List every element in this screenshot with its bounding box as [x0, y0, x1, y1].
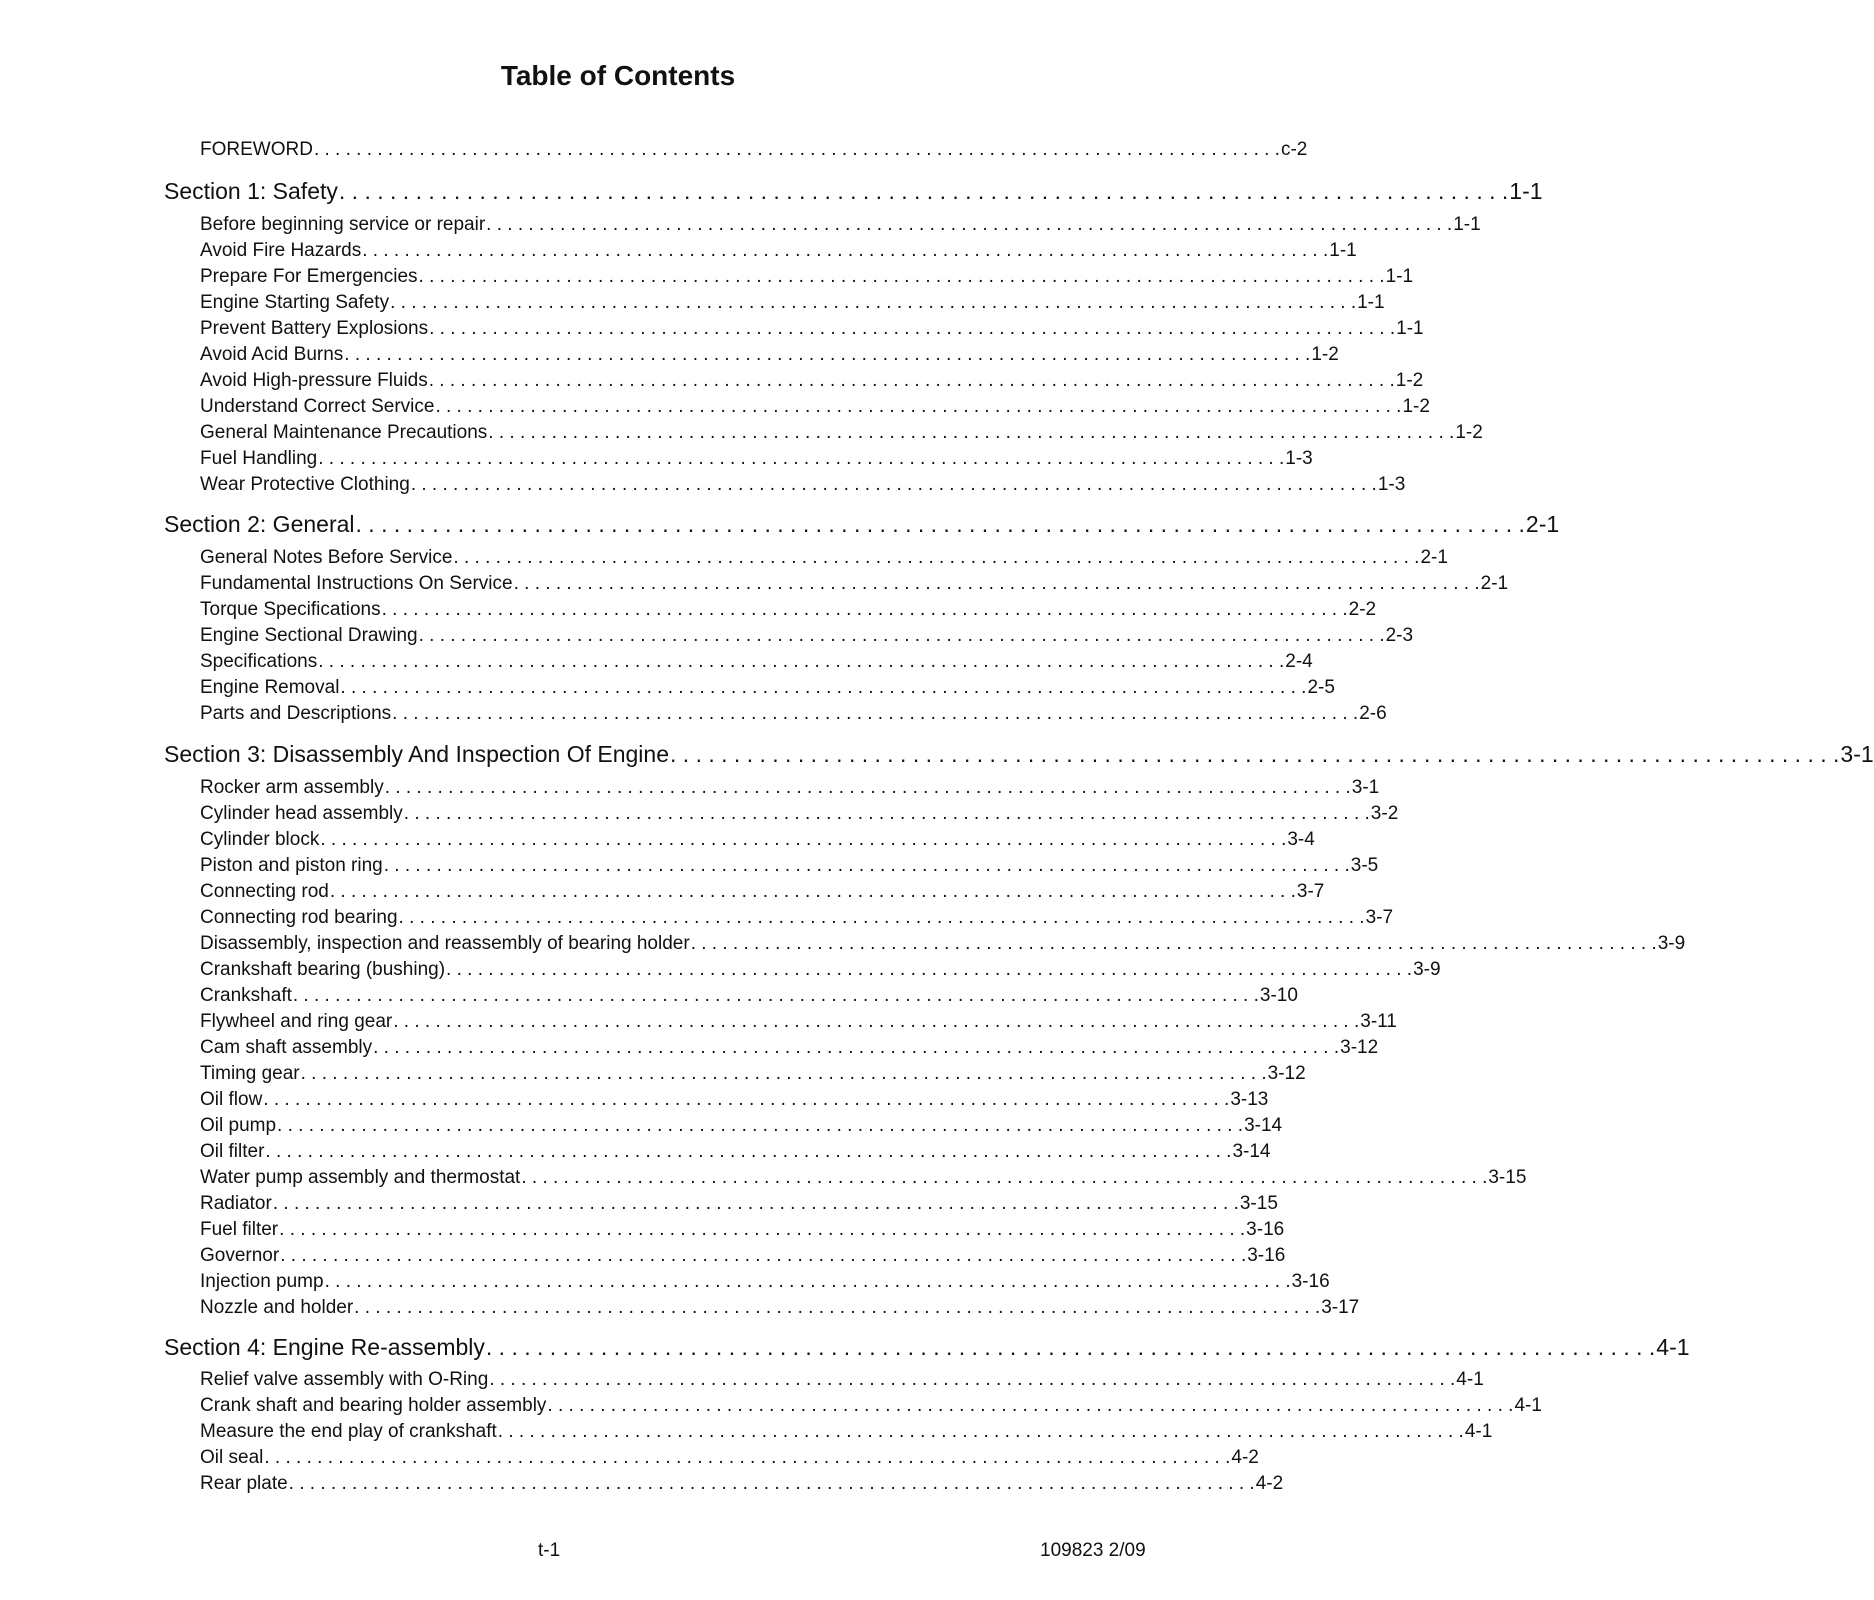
toc-page-number: 2-2 [1348, 599, 1377, 620]
toc-entry-title: Oil seal [200, 1447, 264, 1468]
toc-page-number: 3-9 [1413, 959, 1441, 980]
toc-entry-title: Cylinder block [200, 829, 320, 850]
toc-page-number: c-2 [1280, 139, 1308, 160]
toc-page-number: 3-13 [1230, 1089, 1269, 1110]
toc-entry-title: Rocker arm assembly [200, 777, 384, 798]
toc-entry-row [200, 1062, 1306, 1086]
toc-leader-dots: . . . . . . . . . . . . . . . . . . . . . . . . . . . . . . . . . . . . . . . . . . . . . . . . . . . . . . . . . . . . . . . . . . . . . . . . . . . . . . . . . . . . . . . . . . . . [263, 1089, 1230, 1110]
toc-page-number: 3-10 [1259, 985, 1298, 1006]
toc-entry-row [200, 1036, 1379, 1060]
toc-entry-row [200, 1010, 1397, 1034]
toc-entry-row [200, 1368, 1484, 1392]
toc-entry-row [200, 702, 1387, 726]
toc-entry-title: Avoid Acid Burns [200, 344, 344, 365]
toc-page-number: 3-9 [1657, 933, 1686, 954]
toc-section-row [164, 739, 1874, 769]
toc-entry-title: Connecting rod [200, 881, 329, 902]
toc-entry-row [200, 421, 1483, 445]
toc-entry-title: Piston and piston ring [200, 855, 383, 876]
toc-page-number: 2-1 [1420, 547, 1448, 568]
toc-page-number: 3-14 [1232, 1141, 1271, 1162]
toc-page-number: 1-1 [1385, 266, 1414, 287]
toc-leader-dots: . . . . . . . . . . . . . . . . . . . . . . . . . . . . . . . . . . . . . . . . . . . . . . . . . . . . . . . . . . . . . . . . . . . . . . . . . . . . . . . . . . . . . . . . . . . . [485, 1334, 1656, 1360]
footer-document-id: 109823 2/09 [1040, 1540, 1146, 1561]
toc-entry-title: Crankshaft bearing (bushing) [200, 959, 446, 980]
toc-page-number: 3-1 [1351, 777, 1380, 798]
toc-page-number: 1-1 [1509, 178, 1543, 204]
toc-entry-title: Engine Removal [200, 677, 340, 698]
toc-page-number: 4-1 [1656, 1334, 1690, 1360]
toc-entry-row [200, 828, 1315, 852]
toc-entry-title: Cylinder head assembly [200, 803, 403, 824]
toc-entry-title: Fundamental Instructions On Service [200, 573, 513, 594]
toc-page-number: 3-12 [1267, 1063, 1306, 1084]
toc-entry-row [200, 546, 1448, 570]
toc-entry-row [200, 984, 1298, 1008]
toc-leader-dots: . . . . . . . . . . . . . . . . . . . . . . . . . . . . . . . . . . . . . . . . . . . . . . . . . . . . . . . . . . . . . . . . . . . . . . . . . . . . . . . . . . . . . . . . . . . . [398, 907, 1365, 928]
toc-entry-title: Nozzle and holder [200, 1297, 354, 1318]
toc-entry-title: Rear plate [200, 1473, 288, 1494]
toc-entry-title: Connecting rod bearing [200, 907, 398, 928]
toc-leader-dots: . . . . . . . . . . . . . . . . . . . . . . . . . . . . . . . . . . . . . . . . . . . . . . . . . . . . . . . . . . . . . . . . . . . . . . . . . . . . . . . . . . . . . . . . . . . . [513, 573, 1480, 594]
toc-leader-dots: . . . . . . . . . . . . . . . . . . . . . . . . . . . . . . . . . . . . . . . . . . . . . . . . . . . . . . . . . . . . . . . . . . . . . . . . . . . . . . . . . . . . . . . . . . . . [318, 448, 1285, 469]
toc-entry-title: Oil filter [200, 1141, 265, 1162]
toc-page-number: 4-2 [1231, 1447, 1259, 1468]
toc-entry-title: Flywheel and ring gear [200, 1011, 393, 1032]
toc-page-number: 3-2 [1370, 803, 1399, 824]
page-title: Table of Contents [500, 60, 736, 91]
toc-entry-row [200, 854, 1379, 878]
toc-entry-row [200, 369, 1424, 393]
toc-page-number: 3-15 [1488, 1167, 1527, 1188]
toc-leader-dots: . . . . . . . . . . . . . . . . . . . . . . . . . . . . . . . . . . . . . . . . . . . . . . . . . . . . . . . . . . . . . . . . . . . . . . . . . . . . . . . . . . . . . . . . . . . . [362, 240, 1329, 261]
toc-leader-dots: . . . . . . . . . . . . . . . . . . . . . . . . . . . . . . . . . . . . . . . . . . . . . . . . . . . . . . . . . . . . . . . . . . . . . . . . . . . . . . . . . . . . . . . . . . . . [392, 703, 1359, 724]
toc-page-number: 3-4 [1287, 829, 1315, 850]
toc-entry-title: Fuel filter [200, 1219, 279, 1240]
toc-page-number: 4-1 [1464, 1421, 1493, 1442]
toc-entry-row [200, 1218, 1285, 1242]
toc-leader-dots: . . . . . . . . . . . . . . . . . . . . . . . . . . . . . . . . . . . . . . . . . . . . . . . . . . . . . . . . . . . . . . . . . . . . . . . . . . . . . . . . . . . . . . . . . . . . [313, 139, 1280, 160]
toc-entry-row [200, 265, 1414, 289]
toc-leader-dots: . . . . . . . . . . . . . . . . . . . . . . . . . . . . . . . . . . . . . . . . . . . . . . . . . . . . . . . . . . . . . . . . . . . . . . . . . . . . . . . . . . . . . . . . . . . . [393, 1011, 1360, 1032]
toc-leader-dots: . . . . . . . . . . . . . . . . . . . . . . . . . . . . . . . . . . . . . . . . . . . . . . . . . . . . . . . . . . . . . . . . . . . . . . . . . . . . . . . . . . . . . . . . . . . . [418, 625, 1385, 646]
toc-page-number: 3-12 [1340, 1037, 1379, 1058]
toc-page-number: 3-17 [1321, 1297, 1360, 1318]
toc-section-title: Section 1: Safety [164, 178, 338, 204]
toc-page-number: 3-7 [1365, 907, 1394, 928]
toc-leader-dots: . . . . . . . . . . . . . . . . . . . . . . . . . . . . . . . . . . . . . . . . . . . . . . . . . . . . . . . . . . . . . . . . . . . . . . . . . . . . . . . . . . . . . . . . . . . . [355, 511, 1525, 537]
toc-entry-title: Before beginning service or repair [200, 214, 486, 235]
toc-leader-dots: . . . . . . . . . . . . . . . . . . . . . . . . . . . . . . . . . . . . . . . . . . . . . . . . . . . . . . . . . . . . . . . . . . . . . . . . . . . . . . . . . . . . . . . . . . . . [318, 651, 1285, 672]
toc-entry-row [200, 906, 1394, 930]
toc-entry-row [200, 1420, 1493, 1444]
toc-leader-dots: . . . . . . . . . . . . . . . . . . . . . . . . . . . . . . . . . . . . . . . . . . . . . . . . . . . . . . . . . . . . . . . . . . . . . . . . . . . . . . . . . . . . . . . . . . . . [277, 1115, 1244, 1136]
toc-section-title: Section 3: Disassembly And Inspection Of Engine [164, 741, 670, 767]
toc-entry-row [200, 239, 1357, 263]
toc-entry-row [200, 343, 1339, 367]
toc-page-number: 3-15 [1239, 1193, 1278, 1214]
toc-page-number: 1-1 [1396, 318, 1424, 339]
toc-leader-dots: . . . . . . . . . . . . . . . . . . . . . . . . . . . . . . . . . . . . . . . . . . . . . . . . . . . . . . . . . . . . . . . . . . . . . . . . . . . . . . . . . . . . . . . . . . . . [435, 396, 1402, 417]
toc-page-number: 1-3 [1377, 474, 1406, 495]
toc-leader-dots: . . . . . . . . . . . . . . . . . . . . . . . . . . . . . . . . . . . . . . . . . . . . . . . . . . . . . . . . . . . . . . . . . . . . . . . . . . . . . . . . . . . . . . . . . . . . [354, 1297, 1321, 1318]
toc-entry-title: Avoid Fire Hazards [200, 240, 362, 261]
toc-leader-dots: . . . . . . . . . . . . . . . . . . . . . . . . . . . . . . . . . . . . . . . . . . . . . . . . . . . . . . . . . . . . . . . . . . . . . . . . . . . . . . . . . . . . . . . . . . . . [288, 1473, 1255, 1494]
toc-leader-dots: . . . . . . . . . . . . . . . . . . . . . . . . . . . . . . . . . . . . . . . . . . . . . . . . . . . . . . . . . . . . . . . . . . . . . . . . . . . . . . . . . . . . . . . . . . . . [521, 1167, 1488, 1188]
toc-leader-dots: . . . . . . . . . . . . . . . . . . . . . . . . . . . . . . . . . . . . . . . . . . . . . . . . . . . . . . . . . . . . . . . . . . . . . . . . . . . . . . . . . . . . . . . . . . . . [429, 318, 1396, 339]
toc-leader-dots: . . . . . . . . . . . . . . . . . . . . . . . . . . . . . . . . . . . . . . . . . . . . . . . . . . . . . . . . . . . . . . . . . . . . . . . . . . . . . . . . . . . . . . . . . . . . [344, 344, 1311, 365]
toc-leader-dots: . . . . . . . . . . . . . . . . . . . . . . . . . . . . . . . . . . . . . . . . . . . . . . . . . . . . . . . . . . . . . . . . . . . . . . . . . . . . . . . . . . . . . . . . . . . . [453, 547, 1420, 568]
toc-entry-title: Prevent Battery Explosions [200, 318, 429, 339]
toc-leader-dots: . . . . . . . . . . . . . . . . . . . . . . . . . . . . . . . . . . . . . . . . . . . . . . . . . . . . . . . . . . . . . . . . . . . . . . . . . . . . . . . . . . . . . . . . . . . . [292, 985, 1259, 1006]
toc-entry-row [200, 138, 1308, 162]
toc-leader-dots: . . . . . . . . . . . . . . . . . . . . . . . . . . . . . . . . . . . . . . . . . . . . . . . . . . . . . . . . . . . . . . . . . . . . . . . . . . . . . . . . . . . . . . . . . . . . [497, 1421, 1464, 1442]
toc-page-number: 1-2 [1311, 344, 1339, 365]
toc-entry-row [200, 1270, 1330, 1294]
toc-entry-row [200, 213, 1481, 237]
toc-leader-dots: . . . . . . . . . . . . . . . . . . . . . . . . . . . . . . . . . . . . . . . . . . . . . . . . . . . . . . . . . . . . . . . . . . . . . . . . . . . . . . . . . . . . . . . . . . . . [338, 178, 1509, 204]
toc-page-number: 4-2 [1255, 1473, 1284, 1494]
toc-page-number: 2-5 [1307, 677, 1335, 698]
toc-entry-row [200, 1166, 1527, 1190]
toc-leader-dots: . . . . . . . . . . . . . . . . . . . . . . . . . . . . . . . . . . . . . . . . . . . . . . . . . . . . . . . . . . . . . . . . . . . . . . . . . . . . . . . . . . . . . . . . . . . . [390, 292, 1357, 313]
toc-page-number: 2-1 [1480, 573, 1509, 594]
toc-entry-title: Engine Starting Safety [200, 292, 390, 313]
toc-entry-row [200, 1114, 1283, 1138]
toc-page-number: 2-1 [1525, 511, 1560, 537]
toc-leader-dots: . . . . . . . . . . . . . . . . . . . . . . . . . . . . . . . . . . . . . . . . . . . . . . . . . . . . . . . . . . . . . . . . . . . . . . . . . . . . . . . . . . . . . . . . . . . . [340, 677, 1307, 698]
toc-entry-row [200, 1244, 1286, 1268]
toc-entry-row [200, 1088, 1269, 1112]
toc-entry-title: Understand Correct Service [200, 396, 435, 417]
toc-entry-row [200, 1446, 1259, 1470]
toc-entry-title: Oil pump [200, 1115, 277, 1136]
toc-section-title: Section 4: Engine Re-assembly [164, 1334, 485, 1360]
toc-leader-dots: . . . . . . . . . . . . . . . . . . . . . . . . . . . . . . . . . . . . . . . . . . . . . . . . . . . . . . . . . . . . . . . . . . . . . . . . . . . . . . . . . . . . . . . . . . . . [383, 855, 1350, 876]
toc-leader-dots: . . . . . . . . . . . . . . . . . . . . . . . . . . . . . . . . . . . . . . . . . . . . . . . . . . . . . . . . . . . . . . . . . . . . . . . . . . . . . . . . . . . . . . . . . . . . [690, 933, 1657, 954]
toc-entry-row [200, 932, 1686, 956]
toc-entry-row [200, 317, 1424, 341]
toc-section-title: Section 2: General [164, 511, 355, 537]
toc-leader-dots: . . . . . . . . . . . . . . . . . . . . . . . . . . . . . . . . . . . . . . . . . . . . . . . . . . . . . . . . . . . . . . . . . . . . . . . . . . . . . . . . . . . . . . . . . . . . [384, 777, 1351, 798]
toc-page-number: 3-16 [1247, 1245, 1286, 1266]
toc-page-number: 1-2 [1402, 396, 1430, 417]
toc-entry-row [200, 624, 1414, 648]
toc-leader-dots: . . . . . . . . . . . . . . . . . . . . . . . . . . . . . . . . . . . . . . . . . . . . . . . . . . . . . . . . . . . . . . . . . . . . . . . . . . . . . . . . . . . . . . . . . . . . [265, 1141, 1232, 1162]
toc-entry-row [200, 1296, 1360, 1320]
toc-page-number: 3-7 [1296, 881, 1325, 902]
toc-leader-dots: . . . . . . . . . . . . . . . . . . . . . . . . . . . . . . . . . . . . . . . . . . . . . . . . . . . . . . . . . . . . . . . . . . . . . . . . . . . . . . . . . . . . . . . . . . . . [324, 1271, 1291, 1292]
toc-entry-row [200, 395, 1430, 419]
toc-leader-dots: . . . . . . . . . . . . . . . . . . . . . . . . . . . . . . . . . . . . . . . . . . . . . . . . . . . . . . . . . . . . . . . . . . . . . . . . . . . . . . . . . . . . . . . . . . . . [446, 959, 1413, 980]
toc-entry-row [200, 1192, 1278, 1216]
toc-entry-title: Radiator [200, 1193, 272, 1214]
toc-leader-dots: . . . . . . . . . . . . . . . . . . . . . . . . . . . . . . . . . . . . . . . . . . . . . . . . . . . . . . . . . . . . . . . . . . . . . . . . . . . . . . . . . . . . . . . . . . . . [486, 214, 1453, 235]
toc-leader-dots: . . . . . . . . . . . . . . . . . . . . . . . . . . . . . . . . . . . . . . . . . . . . . . . . . . . . . . . . . . . . . . . . . . . . . . . . . . . . . . . . . . . . . . . . . . . . [320, 829, 1287, 850]
toc-section-row [164, 176, 1543, 206]
toc-page-number: 2-3 [1385, 625, 1414, 646]
toc-page-number: 3-16 [1291, 1271, 1330, 1292]
toc-leader-dots: . . . . . . . . . . . . . . . . . . . . . . . . . . . . . . . . . . . . . . . . . . . . . . . . . . . . . . . . . . . . . . . . . . . . . . . . . . . . . . . . . . . . . . . . . . . . [373, 1037, 1340, 1058]
toc-page-number: 3-11 [1360, 1011, 1397, 1032]
toc-leader-dots: . . . . . . . . . . . . . . . . . . . . . . . . . . . . . . . . . . . . . . . . . . . . . . . . . . . . . . . . . . . . . . . . . . . . . . . . . . . . . . . . . . . . . . . . . . . . [410, 474, 1377, 495]
toc-page-number: 1-3 [1285, 448, 1313, 469]
toc-page-number: 4-1 [1514, 1395, 1542, 1416]
toc-leader-dots: . . . . . . . . . . . . . . . . . . . . . . . . . . . . . . . . . . . . . . . . . . . . . . . . . . . . . . . . . . . . . . . . . . . . . . . . . . . . . . . . . . . . . . . . . . . . [428, 370, 1395, 391]
toc-page-number: 4-1 [1456, 1369, 1484, 1390]
toc-entry-title: Measure the end play of crankshaft [200, 1421, 497, 1442]
toc-section-row [164, 509, 1560, 539]
toc-entry-row [200, 1394, 1542, 1418]
toc-entry-title: Prepare For Emergencies [200, 266, 418, 287]
toc-page-number: 1-1 [1357, 292, 1385, 313]
toc-entry-title: Avoid High-pressure Fluids [200, 370, 428, 391]
toc-entry-row [200, 473, 1406, 497]
toc-entry-title: Engine Sectional Drawing [200, 625, 418, 646]
toc-leader-dots: . . . . . . . . . . . . . . . . . . . . . . . . . . . . . . . . . . . . . . . . . . . . . . . . . . . . . . . . . . . . . . . . . . . . . . . . . . . . . . . . . . . . . . . . . . . . [381, 599, 1348, 620]
toc-leader-dots: . . . . . . . . . . . . . . . . . . . . . . . . . . . . . . . . . . . . . . . . . . . . . . . . . . . . . . . . . . . . . . . . . . . . . . . . . . . . . . . . . . . . . . . . . . . . [329, 881, 1296, 902]
toc-entry-title: Timing gear [200, 1063, 300, 1084]
toc-entry-row [200, 291, 1385, 315]
toc-entry-title: Torque Specifications [200, 599, 381, 620]
toc-entry-title: Relief valve assembly with O-Ring [200, 1369, 489, 1390]
toc-page-number: 3-5 [1350, 855, 1379, 876]
toc-entry-row [200, 447, 1313, 471]
toc-leader-dots: . . . . . . . . . . . . . . . . . . . . . . . . . . . . . . . . . . . . . . . . . . . . . . . . . . . . . . . . . . . . . . . . . . . . . . . . . . . . . . . . . . . . . . . . . . . . [300, 1063, 1267, 1084]
toc-entry-row [200, 880, 1325, 904]
toc-page-number: 1-1 [1453, 214, 1481, 235]
toc-entry-row [200, 598, 1377, 622]
toc-entry-title: Oil flow [200, 1089, 263, 1110]
toc-entry-title: Crank shaft and bearing holder assembly [200, 1395, 547, 1416]
toc-entry-title: Disassembly, inspection and reassembly of bearing holder [200, 933, 690, 954]
toc-leader-dots: . . . . . . . . . . . . . . . . . . . . . . . . . . . . . . . . . . . . . . . . . . . . . . . . . . . . . . . . . . . . . . . . . . . . . . . . . . . . . . . . . . . . . . . . . . . . [280, 1245, 1247, 1266]
toc-entry-title: Injection pump [200, 1271, 324, 1292]
toc-entry-title: FOREWORD [200, 139, 313, 160]
toc-entry-row [200, 572, 1509, 596]
toc-leader-dots: . . . . . . . . . . . . . . . . . . . . . . . . . . . . . . . . . . . . . . . . . . . . . . . . . . . . . . . . . . . . . . . . . . . . . . . . . . . . . . . . . . . . . . . . . . . . [272, 1193, 1239, 1214]
footer-page-number: t-1 [538, 1540, 561, 1561]
toc-leader-dots: . . . . . . . . . . . . . . . . . . . . . . . . . . . . . . . . . . . . . . . . . . . . . . . . . . . . . . . . . . . . . . . . . . . . . . . . . . . . . . . . . . . . . . . . . . . . [403, 803, 1370, 824]
toc-entry-title: Water pump assembly and thermostat [200, 1167, 521, 1188]
toc-leader-dots: . . . . . . . . . . . . . . . . . . . . . . . . . . . . . . . . . . . . . . . . . . . . . . . . . . . . . . . . . . . . . . . . . . . . . . . . . . . . . . . . . . . . . . . . . . . . [489, 1369, 1456, 1390]
toc-page-number: 1-2 [1455, 422, 1483, 443]
toc-page-number: 2-6 [1359, 703, 1387, 724]
toc-entry-row [200, 650, 1313, 674]
toc-page-number: 3-1 [1840, 741, 1874, 767]
toc-entry-title: General Maintenance Precautions [200, 422, 488, 443]
toc-leader-dots: . . . . . . . . . . . . . . . . . . . . . . . . . . . . . . . . . . . . . . . . . . . . . . . . . . . . . . . . . . . . . . . . . . . . . . . . . . . . . . . . . . . . . . . . . . . . [488, 422, 1455, 443]
toc-section-row [164, 1332, 1690, 1362]
toc-page-number: 1-1 [1329, 240, 1357, 261]
toc-entry-title: Specifications [200, 651, 318, 672]
toc-entry-row [200, 676, 1335, 700]
toc-entry-row [200, 1472, 1284, 1496]
toc-leader-dots: . . . . . . . . . . . . . . . . . . . . . . . . . . . . . . . . . . . . . . . . . . . . . . . . . . . . . . . . . . . . . . . . . . . . . . . . . . . . . . . . . . . . . . . . . . . . [264, 1447, 1231, 1468]
toc-entry-row [200, 776, 1380, 800]
toc-page-number: 3-16 [1246, 1219, 1285, 1240]
toc-page-number: 1-2 [1395, 370, 1424, 391]
toc-entry-title: Governor [200, 1245, 280, 1266]
toc-leader-dots: . . . . . . . . . . . . . . . . . . . . . . . . . . . . . . . . . . . . . . . . . . . . . . . . . . . . . . . . . . . . . . . . . . . . . . . . . . . . . . . . . . . . . . . . . . . . [279, 1219, 1246, 1240]
toc-entry-title: Crankshaft [200, 985, 292, 1006]
toc-leader-dots: . . . . . . . . . . . . . . . . . . . . . . . . . . . . . . . . . . . . . . . . . . . . . . . . . . . . . . . . . . . . . . . . . . . . . . . . . . . . . . . . . . . . . . . . . . . . [670, 741, 1840, 767]
toc-entry-title: Parts and Descriptions [200, 703, 392, 724]
toc-entry-row [200, 1140, 1271, 1164]
toc-entry-title: Wear Protective Clothing [200, 474, 410, 495]
toc-entry-title: General Notes Before Service [200, 547, 453, 568]
toc-leader-dots: . . . . . . . . . . . . . . . . . . . . . . . . . . . . . . . . . . . . . . . . . . . . . . . . . . . . . . . . . . . . . . . . . . . . . . . . . . . . . . . . . . . . . . . . . . . . [547, 1395, 1514, 1416]
toc-page-number: 2-4 [1285, 651, 1313, 672]
toc-entry-title: Fuel Handling [200, 448, 318, 469]
toc-entry-title: Cam shaft assembly [200, 1037, 373, 1058]
toc-entry-row [200, 802, 1399, 826]
toc-leader-dots: . . . . . . . . . . . . . . . . . . . . . . . . . . . . . . . . . . . . . . . . . . . . . . . . . . . . . . . . . . . . . . . . . . . . . . . . . . . . . . . . . . . . . . . . . . . . [418, 266, 1385, 287]
toc-page-number: 3-14 [1244, 1115, 1283, 1136]
toc-entry-row [200, 958, 1441, 982]
